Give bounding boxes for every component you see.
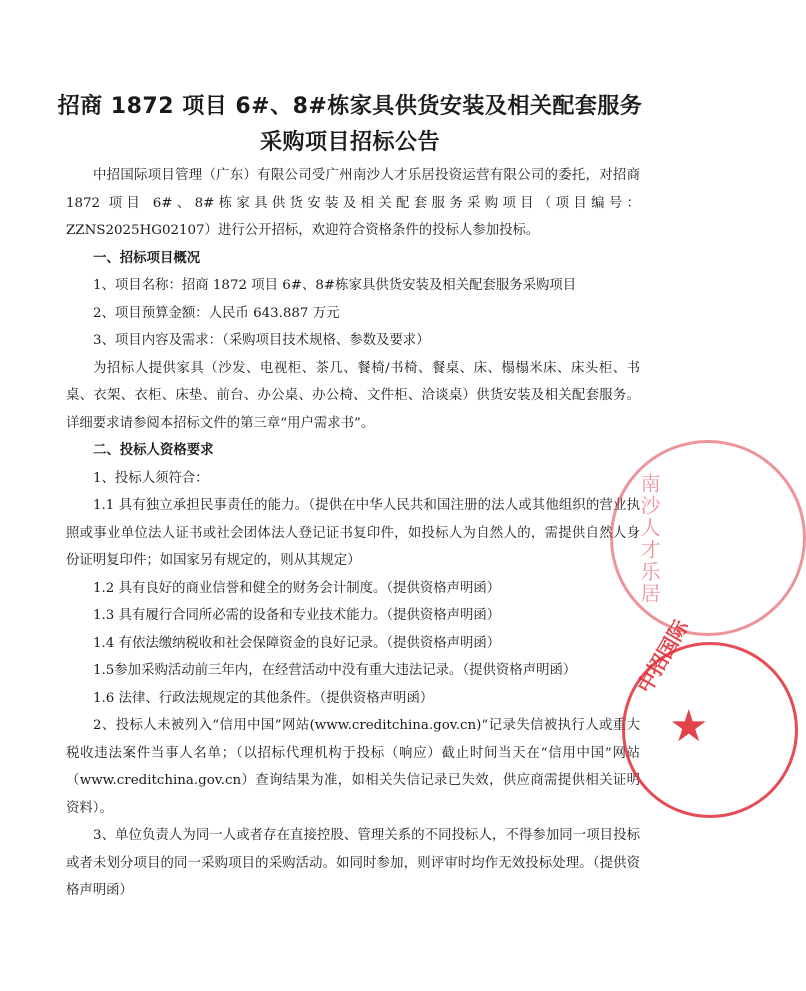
intro-paragraph: 中招国际项目管理（广东）有限公司受广州南沙人才乐居投资运营有限公司的委托，对招商 1872 项目 6#、8#栋家具供货安装及相关配套服务采购项目（项目编号：ZZNS2025HG02107）进行公开招标，欢迎符合资格条件的投标人参加投标。 bbox=[66, 168, 640, 238]
furniture-list-paragraph: 为招标人提供家具（沙发、电视柜、茶几、餐椅/书椅、餐桌、床、榻榻米床、床头柜、书桌、衣架、衣柜、床垫、前台、办公桌、办公椅、文件柜、洽谈桌）供货安装及相关配套服务。详细要求请参阅本招标文件的第三章“用户需求书”。 bbox=[66, 360, 640, 431]
section-heading-overview: 一、招标项目概况 bbox=[93, 250, 201, 266]
company-seal-top bbox=[610, 440, 806, 636]
document-title-line2: 采购项目招标公告 bbox=[259, 130, 440, 155]
qualification-1-2: 1.2 具有良好的商业信誉和健全的财务会计制度。（提供资格声明函） bbox=[93, 580, 501, 596]
section-heading-qualification: 二、投标人资格要求 bbox=[93, 443, 214, 458]
document-body bbox=[66, 162, 640, 905]
seal-star-icon: ★ bbox=[669, 701, 709, 752]
seal-bottom-text: 中招国际 bbox=[632, 615, 694, 697]
qualification-intro: 1、投标人须符合： bbox=[93, 470, 209, 486]
project-name-item: 1、项目名称：招商 1872 项目 6#、8#栋家具供货安装及相关配套服务采购项目 bbox=[93, 278, 577, 293]
agency-seal-bottom bbox=[622, 615, 798, 818]
document-title-line1: 招商 1872 项目 6#、8#栋家具供货安装及相关配套服务 bbox=[57, 94, 643, 119]
project-content-item: 3、项目内容及需求：（采购项目技术规格、参数及要求） bbox=[93, 333, 430, 348]
qualification-1-5: 1.5参加采购活动前三年内，在经营活动中没有重大违法记录。（提供资格声明函） bbox=[93, 663, 577, 678]
seal-top-text: 南沙人才乐居 bbox=[637, 473, 661, 605]
project-budget-item: 2、项目预算金额：人民币 643.887 万元 bbox=[93, 305, 340, 321]
qualification-1-3: 1.3 具有履行合同所必需的设备和专业技术能力。（提供资格声明函） bbox=[93, 608, 501, 623]
qualification-1-4: 1.4 有依法缴纳税收和社会保障资金的良好记录。（提供资格声明函） bbox=[93, 635, 501, 651]
related-party-paragraph: 3、单位负责人为同一人或者存在直接控股、管理关系的不同投标人，不得参加同一项目投标或者未划分项目的同一采购项目的采购活动。如同时参加，则评审时均作无效投标处理。（提供资格声明函） bbox=[66, 828, 640, 898]
qualification-1-1: 1.1 具有独立承担民事责任的能力。（提供在中华人民共和国注册的法人或其他组织的营业执照或事业单位法人证书或社会团体法人登记证书复印件，如投标人为自然人的，需提供自然人身份证明复印件；如国家另有规定的，则从其规定） bbox=[66, 498, 640, 568]
qualification-1-6: 1.6 法律、行政法规规定的其他条件。（提供资格声明函） bbox=[93, 690, 434, 706]
credit-requirement-paragraph: 2、投标人未被列入“信用中国”网站(www.creditchina.gov.cn)“记录失信被执行人或重大税收违法案件当事人名单；（以招标代理机构于投标（响应）截止时间当天在“信用中国”网站（www.creditchina.gov.cn）查询结果为准，如相关失信记录已失效，供应商需提供相关证明资料）。 bbox=[66, 718, 640, 816]
